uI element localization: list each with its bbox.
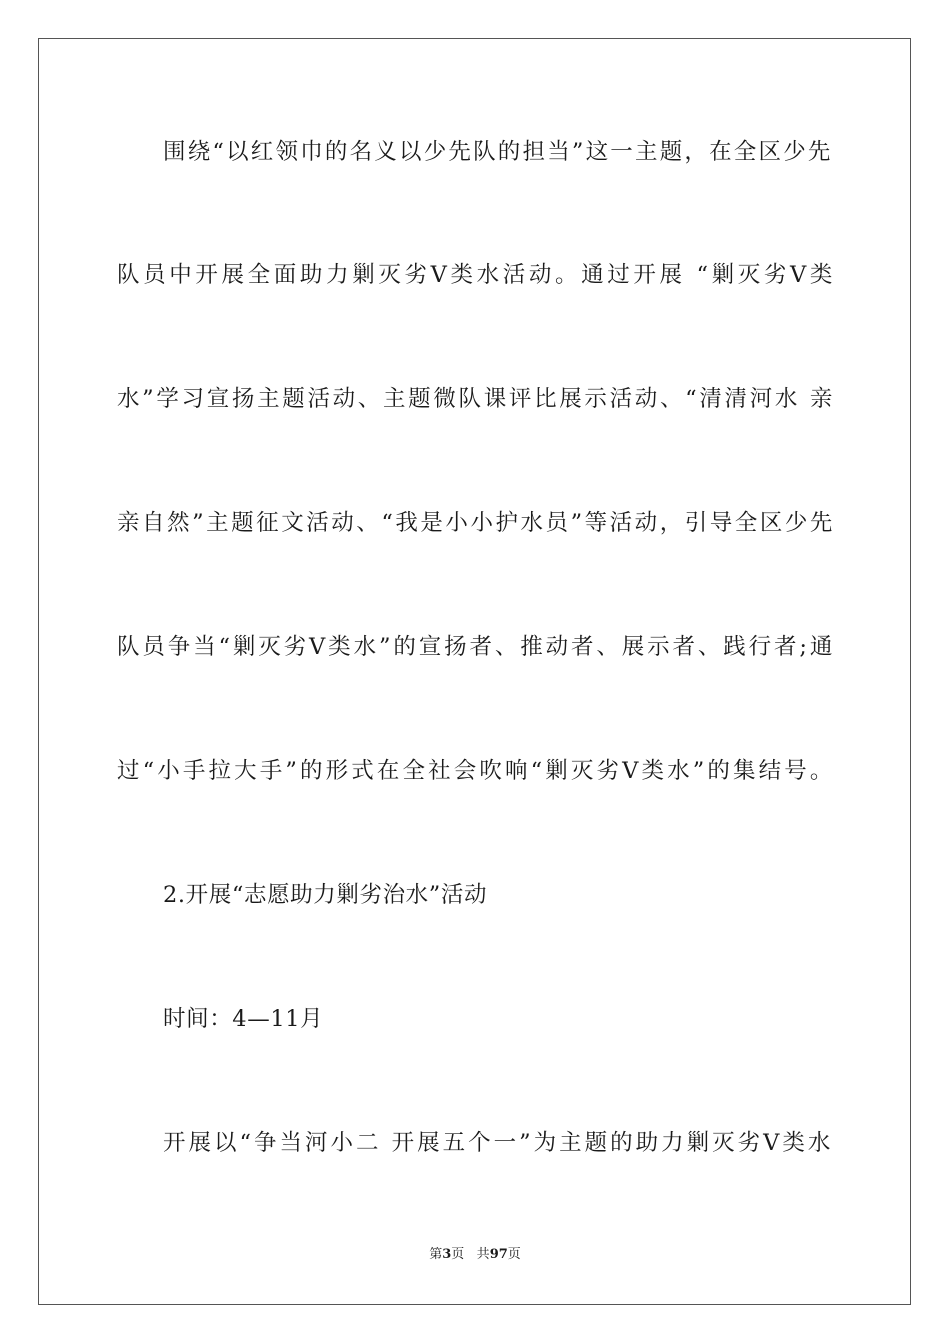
paragraph-line-5: 队员争当“剿灭劣Ⅴ类水”的宣扬者、推动者、展示者、践行者;通 [117,634,833,660]
paragraph-line-6: 过“小手拉大手”的形式在全社会吹响“剿灭劣Ⅴ类水”的集结号。 [117,758,833,784]
paragraph-line-4: 亲自然”主题征文活动、“我是小小护水员”等活动，引导全区少先 [117,510,833,536]
footer-total-pages: 97 [489,1247,508,1262]
footer-page-suffix: 页 [451,1247,465,1262]
page-footer [0,1246,950,1264]
paragraph-line-2: 队员中开展全面助力剿灭劣Ⅴ类水活动。通过开展 “剿灭劣Ⅴ类 [117,262,833,288]
page-frame [38,38,911,1305]
section-heading: 2.开展“志愿助力剿劣治水”活动 [163,882,488,908]
footer-page-number: 3 [442,1247,452,1262]
time-line: 时间：4—11月 [163,1006,324,1032]
paragraph-line-3: 水”学习宣扬主题活动、主题微队课评比展示活动、“清清河水 亲 [117,386,833,412]
footer-page-prefix: 第 [429,1247,443,1262]
footer-total-prefix: 共 [476,1247,490,1262]
paragraph-line-7: 开展以“争当河小二 开展五个一”为主题的助力剿灭劣Ⅴ类水 [163,1130,831,1156]
footer-total-suffix: 页 [507,1247,521,1262]
paragraph-line-1: 围绕“以红领巾的名义以少先队的担当”这一主题，在全区少先 [163,139,831,165]
